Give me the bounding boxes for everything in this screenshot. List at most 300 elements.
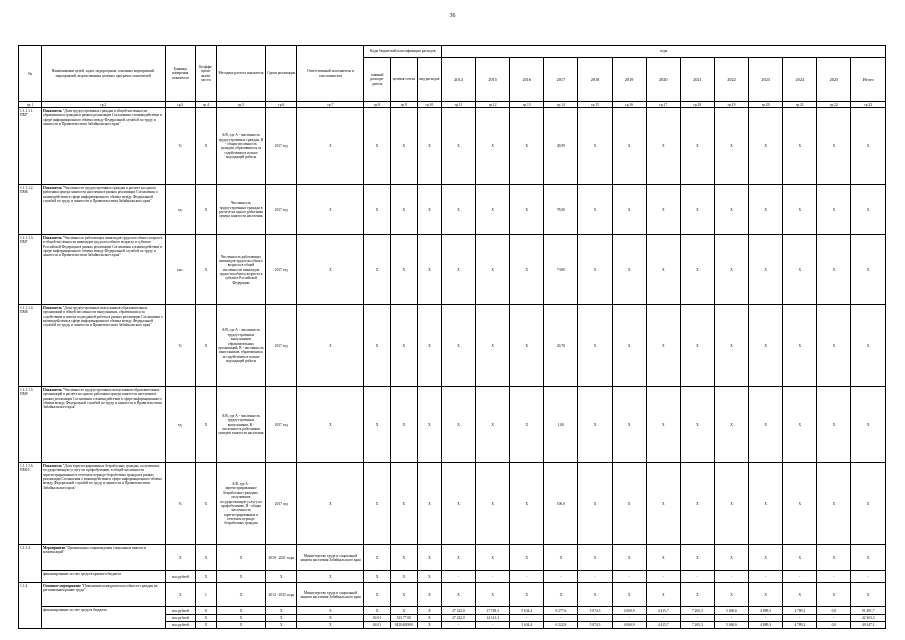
total-cell: -	[851, 571, 886, 583]
coef-cell: X	[195, 607, 216, 615]
year-value-cell: X	[817, 583, 851, 607]
year-value-cell: X	[476, 387, 510, 463]
budget-code-cell: X	[364, 583, 390, 607]
year-value-cell: X	[646, 305, 680, 387]
budget-code-cell: X	[390, 305, 417, 387]
year-value-cell: 5 074,3	[578, 622, 612, 628]
budget-code-cell: 0410402900	[390, 622, 417, 628]
budget-code-cell: X	[417, 571, 441, 583]
year-value-cell: X	[817, 463, 851, 545]
unit-cell: тыс.рублей	[165, 607, 195, 615]
responsible-cell: X	[297, 622, 364, 628]
year-value-cell: X	[680, 305, 714, 387]
year-value-cell: X	[646, 108, 680, 185]
responsible-cell: X	[297, 615, 364, 622]
year-value-cell: X	[441, 235, 475, 305]
main-measure-row	[19, 583, 886, 607]
total-cell: 42 363,3	[851, 615, 886, 622]
year-value-cell: 78,00	[544, 185, 578, 235]
year-value-cell: X	[578, 545, 612, 571]
year-value-cell: X	[783, 583, 817, 607]
year-value-cell: X	[510, 235, 544, 305]
year-value-cell: 0,0	[817, 607, 851, 615]
row-title: "Повышение конкурентоспособности граждан на региональном рынке труда"	[43, 583, 158, 593]
budget-code-cell: X	[417, 235, 441, 305]
unit-cell: тыс.рублей	[165, 622, 195, 628]
group-number-cell: гр.3	[165, 102, 195, 108]
year-value-cell: X	[817, 108, 851, 185]
budget-code-cell: X	[417, 545, 441, 571]
year-header: 2016	[510, 58, 544, 102]
budget-code-cell: X	[364, 185, 390, 235]
budget-code-cell: X	[417, 387, 441, 463]
year-value-cell: X	[817, 387, 851, 463]
row-title: "Численность работающих инвалидов трудоспособного возраста в общей численности инвалидов трудоспособного возраста в субъекте Российской Федерации в рамках реализации Соглашения о взаимодействии в сфере информационного обмена между Федеральной службой по труду и занятости и Правительством Забайкальского края"	[43, 235, 163, 258]
method-cell: A/B, где А - численность трудоустроенных выпускников, В - численность работников центров занятости населения	[216, 387, 265, 463]
group-number-cell: гр.22	[817, 102, 851, 108]
budget-code-cell: X	[390, 108, 417, 185]
budget-code-cell: 04 01	[364, 615, 390, 622]
budget-code-cell: X	[364, 387, 390, 463]
total-cell: X	[851, 235, 886, 305]
year-value-cell: -	[817, 571, 851, 583]
year-value-cell: X	[578, 108, 612, 185]
year-value-cell: X	[441, 305, 475, 387]
year-value-cell: X	[544, 545, 578, 571]
deadline-cell: 2017 год	[266, 108, 297, 185]
year-value-cell: X	[510, 387, 544, 463]
year-value-cell: X	[783, 545, 817, 571]
row-number-cell: 1.1.3.4.	[19, 545, 42, 583]
indicator-name-cell	[42, 235, 166, 305]
year-value-cell: X	[714, 185, 748, 235]
year-value-cell: X	[476, 463, 510, 545]
year-value-cell: -	[441, 571, 475, 583]
year-value-cell: -	[817, 615, 851, 622]
method-cell: X	[216, 607, 265, 615]
year-value-cell: X	[646, 387, 680, 463]
budget-code-cell: X	[364, 305, 390, 387]
year-value-cell: 7 600	[544, 235, 578, 305]
year-value-cell: -	[612, 571, 646, 583]
year-value-cell: X	[476, 545, 510, 571]
budget-code-cell: X	[364, 235, 390, 305]
deadline-cell: X	[266, 615, 297, 622]
year-value-cell: X	[817, 185, 851, 235]
year-value-cell: X	[749, 305, 783, 387]
coef-cell: X	[195, 305, 216, 387]
responsible-cell: X	[297, 607, 364, 615]
unit-cell: %	[165, 463, 195, 545]
year-value-cell: X	[441, 108, 475, 185]
year-value-cell: X	[510, 463, 544, 545]
method-cell: X	[216, 615, 265, 622]
row-kind-label: Показатель	[43, 387, 62, 392]
year-value-cell: X	[714, 108, 748, 185]
total-cell: X	[851, 545, 886, 571]
year-value-cell: X	[510, 583, 544, 607]
year-value-cell: 4 889,3	[749, 607, 783, 615]
col-main-admin-header: главный распоря-дитель	[364, 58, 390, 102]
budget-code-cell: X	[364, 545, 390, 571]
year-value-cell: -	[749, 571, 783, 583]
coef-cell: X	[195, 545, 216, 571]
group-number-cell: гр.21	[783, 102, 817, 108]
unit-cell: %	[165, 305, 195, 387]
indicator-name-cell	[42, 108, 166, 185]
year-value-cell: X	[646, 545, 680, 571]
year-value-cell: 4 415,7	[646, 622, 680, 628]
year-value-cell: X	[783, 108, 817, 185]
year-value-cell: -	[441, 622, 475, 628]
year-value-cell: X	[680, 108, 714, 185]
group-number-cell: гр.18	[680, 102, 714, 108]
year-value-cell: X	[646, 583, 680, 607]
year-value-cell: 17 728,3	[476, 607, 510, 615]
year-value-cell: -	[646, 615, 680, 622]
budget-code-cell: 523 77 00	[390, 615, 417, 622]
group-number-cell: гр.14	[544, 102, 578, 108]
method-cell: X	[216, 571, 265, 583]
measure-name-cell	[42, 583, 166, 607]
year-value-cell: -	[680, 615, 714, 622]
group-number-cell: гр.12	[476, 102, 510, 108]
responsible-cell: X	[297, 235, 364, 305]
year-header: 2014	[441, 58, 475, 102]
row-kind-label: Показатель	[43, 463, 62, 468]
deadline-cell: 2017 год	[266, 463, 297, 545]
total-cell: 49 347,1	[851, 622, 886, 628]
indicator-name-cell	[42, 305, 166, 387]
responsible-cell: X	[297, 571, 364, 583]
year-value-cell: -	[783, 571, 817, 583]
row-kind-label: Показатель	[43, 305, 62, 310]
group-number-cell: гр.8	[364, 102, 390, 108]
year-value-cell: X	[783, 387, 817, 463]
budget-code-cell: X	[390, 463, 417, 545]
financing-row	[19, 607, 886, 615]
table-body	[19, 102, 886, 629]
indicator-row	[19, 235, 886, 305]
years-group-header: годы	[441, 46, 885, 58]
coef-cell: X	[195, 108, 216, 185]
budget-code-cell: X	[390, 185, 417, 235]
year-value-cell: X	[476, 305, 510, 387]
row-number-cell: 1.1.1.1.3. ПМ7	[19, 235, 42, 305]
group-number-cell: гр.9	[390, 102, 417, 108]
year-value-cell: X	[749, 583, 783, 607]
responsible-cell: X	[297, 108, 364, 185]
year-value-cell: X	[714, 545, 748, 571]
year-header: 2021	[680, 58, 714, 102]
budget-code-cell: X	[364, 108, 390, 185]
unit-cell: ед.	[165, 387, 195, 463]
unit-cell: X	[165, 545, 195, 571]
indicator-row	[19, 108, 886, 185]
responsible-cell: Министерство труда и социальной защиты населения Забайкальского края	[297, 583, 364, 607]
year-value-cell: 6 222,8	[544, 622, 578, 628]
year-value-cell: 5 634,4	[510, 607, 544, 615]
budget-code-cell: X	[390, 583, 417, 607]
budget-code-cell: X	[390, 387, 417, 463]
financing-label-cell: финансирование за счет средств бюджета	[42, 607, 166, 628]
method-cell: X	[216, 545, 265, 571]
group-number-cell: гр.17	[646, 102, 680, 108]
page-number: 36	[449, 13, 456, 19]
year-value-cell: X	[578, 305, 612, 387]
financing-row	[19, 571, 886, 583]
year-value-cell: X	[817, 235, 851, 305]
row-kind-label: Мероприятие	[43, 545, 66, 550]
year-value-cell: X	[817, 545, 851, 571]
col-coef-header: Коэффи-циент значи-мости	[195, 46, 216, 102]
total-cell: X	[851, 305, 886, 387]
indicator-row	[19, 463, 886, 545]
year-value-cell: X	[680, 387, 714, 463]
group-number-cell: гр.5	[216, 102, 265, 108]
year-value-cell: 4 789,2	[783, 607, 817, 615]
row-title: "Доля зарегистрированных безработных граждан, получивших государственную услугу по профобучению, в общей численности зарегистрированных в отчетном периоде безработных граждан в рамках реализации Соглашения о взаимодействии в сфере информационного обмена между Федеральной службой по труду и занятости и Правительством Забайкальского края"	[43, 463, 162, 490]
unit-cell: тыс.рублей	[165, 615, 195, 622]
row-number-cell: 1.1.4.	[19, 583, 42, 628]
method-cell: Численность работающих инвалидов трудоспособного возраста в общей численности инвалидов трудоспособного возраста в субъекте Российской Федерации	[216, 235, 265, 305]
year-value-cell: X	[578, 387, 612, 463]
year-value-cell: X	[612, 305, 646, 387]
group-number-cell: гр.23	[851, 102, 886, 108]
method-cell: A/B, где А - численность трудоустроенных выпускников образовательных организаций, В - численность выпускников, обратившихся за содействием в поиске подходящей работы	[216, 305, 265, 387]
group-number-cell: гр.10	[417, 102, 441, 108]
year-value-cell: -	[714, 571, 748, 583]
year-value-cell: X	[783, 305, 817, 387]
row-kind-label: Показатель	[43, 108, 62, 113]
group-number-cell: гр.2	[42, 102, 166, 108]
budget-code-cell: 04 01	[364, 622, 390, 628]
year-value-cell: X	[441, 387, 475, 463]
year-header: 2018	[578, 58, 612, 102]
deadline-cell: X	[266, 607, 297, 615]
year-value-cell: 0,0	[817, 622, 851, 628]
year-value-cell: -	[646, 571, 680, 583]
budget-code-cell: X	[417, 622, 441, 628]
year-value-cell: X	[646, 463, 680, 545]
year-value-cell: X	[612, 185, 646, 235]
col-num-header: №	[19, 46, 42, 102]
year-value-cell: X	[476, 235, 510, 305]
unit-cell: тыс.	[165, 235, 195, 305]
row-title: "Численность трудоустроенных выпускников образовательных организаций в расчете на одного работника центра занятости населения в рамках реализации Соглашения о взаимодействии в сфере информационного обмена между Федеральной службой по труду и занятости и Правительством Забайкальского края"	[43, 387, 162, 410]
year-value-cell: X	[749, 235, 783, 305]
year-value-cell: X	[680, 235, 714, 305]
col-deadline-header: Сроки реализации	[266, 46, 297, 102]
year-value-cell: X	[578, 463, 612, 545]
col-expense-type-header: вид расходов	[417, 58, 441, 102]
responsible-cell: X	[297, 387, 364, 463]
year-value-cell: 49,99	[544, 108, 578, 185]
year-value-cell: -	[510, 615, 544, 622]
year-value-cell: X	[714, 305, 748, 387]
year-value-cell: X	[612, 108, 646, 185]
group-number-cell: гр.4	[195, 102, 216, 108]
total-cell: X	[851, 583, 886, 607]
year-value-cell: X	[510, 185, 544, 235]
indicator-name-cell	[42, 185, 166, 235]
year-value-cell: 5 074,3	[578, 607, 612, 615]
budget-code-cell: X	[417, 463, 441, 545]
deadline-cell: 2017 год	[266, 235, 297, 305]
year-value-cell: X	[578, 583, 612, 607]
year-value-cell: -	[783, 615, 817, 622]
measure-row	[19, 545, 886, 571]
indicator-name-cell	[42, 463, 166, 545]
method-cell: A/B, где А - численность трудоустроенных граждан, В - общая численность граждан, обратившихся за содействием в поиске подходящей работы	[216, 108, 265, 185]
year-value-cell: -	[544, 615, 578, 622]
row-number-cell: 1.1.1.1.1. ПМ7	[19, 108, 42, 185]
year-value-cell: X	[783, 185, 817, 235]
coef-cell: X	[195, 185, 216, 235]
year-value-cell: -	[578, 615, 612, 622]
year-value-cell: X	[749, 545, 783, 571]
year-value-cell: X	[646, 235, 680, 305]
year-header: 2019	[612, 58, 646, 102]
budget-code-cell: X	[364, 463, 390, 545]
coef-cell: X	[195, 622, 216, 628]
year-value-cell: 4 060,9	[612, 622, 646, 628]
year-value-cell: 5 460,6	[714, 622, 748, 628]
total-cell: X	[851, 387, 886, 463]
header-row-1	[19, 46, 886, 58]
year-value-cell: X	[714, 235, 748, 305]
row-number-cell: 1.1.1.1.4. ПМ8	[19, 305, 42, 387]
indicator-row	[19, 305, 886, 387]
year-value-cell: X	[783, 463, 817, 545]
budget-code-cell: X	[364, 571, 390, 583]
deadline-cell: 2017 год	[266, 305, 297, 387]
year-value-cell: 100,0	[544, 463, 578, 545]
year-value-cell: 8 277,6	[544, 607, 578, 615]
method-cell: X	[216, 583, 265, 607]
year-value-cell: X	[441, 545, 475, 571]
group-number-cell: гр.1	[19, 102, 42, 108]
year-value-cell: -	[476, 622, 510, 628]
year-header: 2020	[646, 58, 680, 102]
coef-cell: X	[195, 571, 216, 583]
year-value-cell: X	[749, 387, 783, 463]
group-number-cell: гр.16	[612, 102, 646, 108]
year-value-cell: X	[749, 108, 783, 185]
year-value-cell: X	[510, 305, 544, 387]
col-section-header: целевая статья	[390, 58, 417, 102]
responsible-cell: Министерство труда и социальной защиты населения Забайкальского края	[297, 545, 364, 571]
year-value-cell: X	[714, 463, 748, 545]
row-title: "Доля трудоустроенных граждан в общей численности обратившихся граждан в рамках реализации Соглашения о взаимодействии в сфере информационного обмена между Федеральной службой по труду и занятости и Правительством Забайкальского края"	[43, 108, 162, 126]
year-header: 2022	[714, 58, 748, 102]
year-value-cell: 27 222,0	[441, 607, 475, 615]
row-number-cell: 1.1.1.1.2. ПМ6	[19, 185, 42, 235]
year-value-cell: -	[510, 571, 544, 583]
unit-cell: %	[165, 108, 195, 185]
year-value-cell: X	[612, 235, 646, 305]
budget-code-cell: X	[390, 607, 417, 615]
indicator-row	[19, 185, 886, 235]
year-value-cell: X	[817, 305, 851, 387]
unit-cell: X	[165, 583, 195, 607]
year-value-cell: 5 460,6	[714, 607, 748, 615]
deadline-cell: 2014 - 2025 годы	[266, 583, 297, 607]
program-table	[18, 45, 886, 629]
budget-codes-header: Коды бюджетной классификации расходов	[364, 46, 441, 58]
indicator-name-cell	[42, 387, 166, 463]
year-value-cell: -	[680, 571, 714, 583]
row-title: "Доля трудоустроенных выпускников образовательных организаций в общей численности выпускников, обратившихся за содействием в поиске подходящей работы в рамках реализации Соглашения о взаимодействии в сфере информационного обмена между Федеральной службой по труду и занятости и Правительством Забайкальского края"	[43, 305, 163, 328]
budget-code-cell: X	[417, 305, 441, 387]
group-number-cell: гр.20	[749, 102, 783, 108]
year-value-cell: X	[578, 235, 612, 305]
year-value-cell: X	[680, 185, 714, 235]
method-cell: Численность трудоустроенных граждан в расчете на одного работника центра занятости населения	[216, 185, 265, 235]
year-value-cell: 7 265,3	[680, 622, 714, 628]
col-unit-header: Единица измерения показателя	[165, 46, 195, 102]
method-cell: X	[216, 622, 265, 628]
year-value-cell: X	[680, 463, 714, 545]
budget-code-cell: X	[417, 607, 441, 615]
group-number-cell: гр.7	[297, 102, 364, 108]
year-value-cell: X	[476, 185, 510, 235]
group-number-cell: гр.19	[714, 102, 748, 108]
budget-code-cell: X	[390, 545, 417, 571]
year-value-cell: X	[510, 545, 544, 571]
row-title: "Организация сопровождения социальных выплат и компенсаций"	[43, 545, 147, 555]
total-cell: 91 491,7	[851, 607, 886, 615]
budget-code-cell: X	[390, 235, 417, 305]
year-value-cell: X	[441, 583, 475, 607]
year-value-cell: -	[749, 615, 783, 622]
year-value-cell: X	[612, 387, 646, 463]
year-header: 2023	[749, 58, 783, 102]
method-cell: A/B, где А - зарегистрированные безработные граждане, получившие государственную услугу по профобучению, В - общая численность зарегистрированных в отчетном периоде безработных граждан	[216, 463, 265, 545]
row-number-cell: 1.1.1.1.6. ПМ10	[19, 463, 42, 545]
year-value-cell: X	[714, 583, 748, 607]
group-number-cell: гр.6	[266, 102, 297, 108]
year-value-cell: X	[441, 463, 475, 545]
year-value-cell: 5 634,4	[510, 622, 544, 628]
deadline-cell: 2017 год	[266, 185, 297, 235]
responsible-cell: X	[297, 185, 364, 235]
year-value-cell: X	[612, 545, 646, 571]
group-number-cell: гр.13	[510, 102, 544, 108]
year-value-cell: 4 889,3	[749, 622, 783, 628]
col-name-header: Наименование целей, задач, подпрограмм, основных мероприятий, мероприятий, ведомственных целевых программ, показателей	[42, 46, 166, 102]
total-cell: X	[851, 185, 886, 235]
year-value-cell: X	[646, 185, 680, 235]
year-value-cell: X	[544, 583, 578, 607]
responsible-cell: X	[297, 305, 364, 387]
col-responsible-header: Ответственный исполнитель и соисполнители	[297, 46, 364, 102]
year-value-cell: X	[714, 387, 748, 463]
year-value-cell: -	[578, 571, 612, 583]
coef-cell: X	[195, 615, 216, 622]
year-header: 2025	[817, 58, 851, 102]
financing-label-cell: финансирование за счет средств краевого бюджета	[42, 571, 166, 583]
year-value-cell: X	[510, 108, 544, 185]
unit-cell: тыс.рублей	[165, 571, 195, 583]
total-cell: X	[851, 108, 886, 185]
group-number-cell: гр.15	[578, 102, 612, 108]
year-value-cell: X	[749, 463, 783, 545]
responsible-cell: X	[297, 463, 364, 545]
year-value-cell: 27 222,0	[441, 615, 475, 622]
unit-cell: ед.	[165, 185, 195, 235]
deadline-cell: 2017 год	[266, 387, 297, 463]
